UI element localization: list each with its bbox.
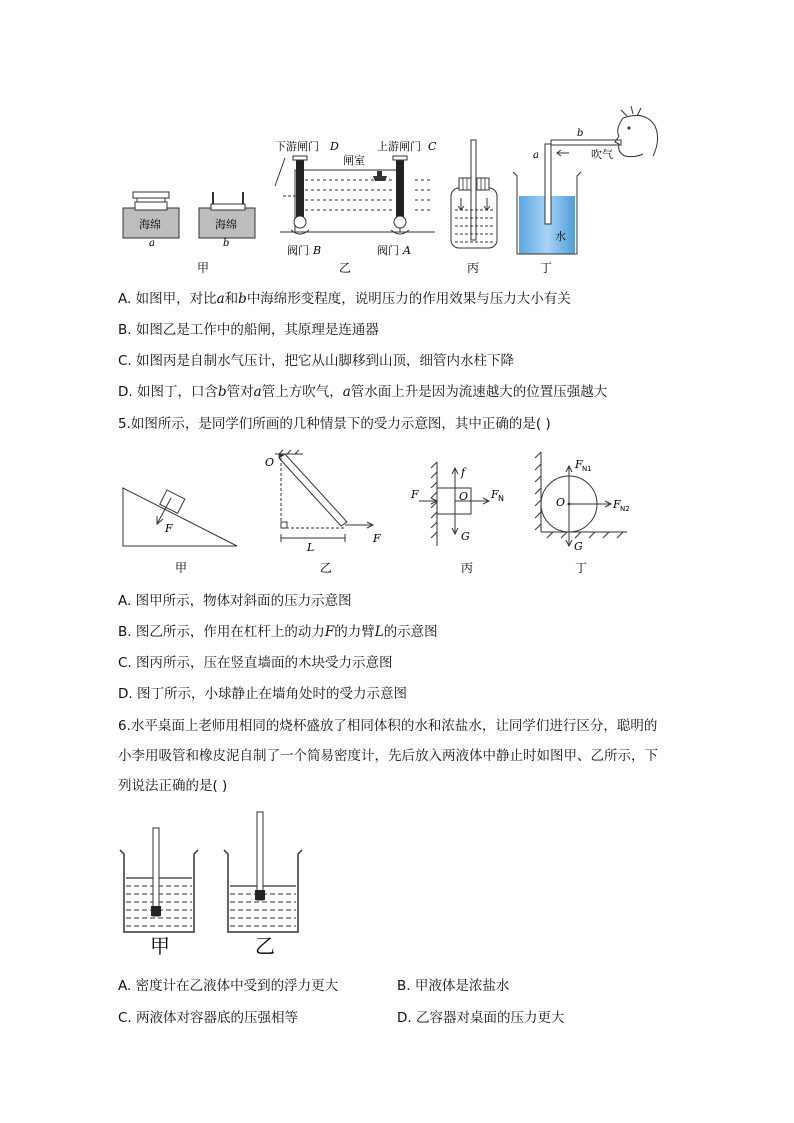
svg-text:F: F [373, 532, 381, 545]
incline-diagram [123, 488, 237, 546]
svg-text:f: f [461, 466, 466, 479]
svg-text:下游闸门: 下游闸门 [275, 140, 319, 153]
svg-text:F: F [491, 488, 499, 501]
q6-option-a: A. 密度计在乙液体中受到的浮力更大 [118, 978, 339, 994]
svg-text:闸室: 闸室 [343, 154, 365, 167]
figure-q4-svg [115, 100, 675, 280]
figure-q4 [115, 100, 675, 280]
q6-caption-yi: 乙 [255, 934, 275, 958]
wall-block-diagram [410, 462, 504, 546]
q6-caption-jia: 甲 [150, 934, 170, 958]
fig4-caption-bing: 丙 [467, 261, 480, 275]
svg-text:O: O [556, 496, 566, 509]
svg-text:F: F [575, 458, 583, 471]
fig4-caption-yi: 乙 [339, 261, 352, 275]
svg-text:B: B [313, 244, 322, 257]
svg-text:F: F [165, 522, 173, 535]
q5-caption-ding: 丁 [575, 561, 588, 575]
svg-text:b: b [577, 128, 584, 139]
svg-text:G: G [461, 530, 470, 543]
svg-text:G: G [574, 540, 583, 553]
figure-q5 [115, 448, 655, 578]
q6-stem-line-2: 小李用吸管和橡皮泥自制了一个简易密度计，先后放入两液体中静止时如图甲、乙所示，下 [118, 748, 658, 764]
svg-text:N1: N1 [582, 465, 592, 473]
svg-text:N: N [498, 494, 504, 503]
q5-caption-bing: 丙 [461, 561, 474, 575]
lever-diagram [265, 450, 381, 554]
q6-option-b: B. 甲液体是浓盐水 [397, 978, 510, 994]
fig4-label-b: b [223, 238, 230, 249]
sponge-a-label: 海绵 [139, 218, 161, 231]
q5-option-b: B. 图乙所示，作用在杠杆上的动力F的力臂L的示意图 [118, 624, 438, 640]
q4-option-a: A. 如图甲，对比a和b中海绵形变程度，说明压力的作用效果与压力大小有关 [118, 291, 571, 307]
svg-text:A: A [403, 244, 411, 257]
beaker-blow-tube [513, 106, 658, 254]
svg-text:阀门: 阀门 [287, 244, 309, 257]
q5-option-a: A. 图甲所示，物体对斜面的压力示意图 [118, 593, 352, 609]
svg-text:L: L [307, 541, 315, 554]
svg-text:O: O [265, 456, 275, 469]
svg-text:D: D [330, 140, 339, 153]
svg-text:F: F [613, 498, 621, 511]
water-barometer [451, 140, 497, 248]
q6-option-c: C. 两液体对容器底的压强相等 [118, 1010, 299, 1026]
q4-option-c: C. 如图丙是自制水气压计，把它从山脚移到山顶，细管内水柱下降 [118, 353, 515, 369]
svg-text:C: C [428, 140, 437, 153]
fig4-caption-jia: 甲 [197, 261, 210, 275]
q5-option-d: D. 图丁所示，小球静止在墙角处时的受力示意图 [118, 686, 407, 702]
svg-text:水: 水 [555, 230, 566, 243]
q5-option-c: C. 图丙所示，压在竖直墙面的木块受力示意图 [118, 655, 393, 671]
beaker-yi [224, 812, 302, 932]
q6-stem-line-1: 6.水平桌面上老师用相同的烧杯盛放了相同体积的水和浓盐水，让同学们进行区分，聪明的 [118, 718, 658, 734]
svg-text:a: a [533, 150, 539, 161]
svg-text:阀门: 阀门 [377, 244, 399, 257]
figure-q6-svg [118, 808, 318, 963]
sponge-b [199, 192, 255, 238]
q4-option-d: D. 如图丁，口含b管对a管上方吹气，a管水面上升是因为流速越大的位置压强越大 [118, 384, 608, 400]
sponge-a [123, 192, 179, 238]
q6-stem-line-3: 列说法正确的是( ) [118, 778, 228, 794]
sponge-b-label: 海绵 [215, 218, 237, 231]
figure-q6 [118, 808, 318, 963]
q6-option-d: D. 乙容器对桌面的压力更大 [397, 1010, 565, 1026]
q5-stem: 5.如图所示，是同学们所画的几种情景下的受力示意图，其中正确的是( ) [118, 416, 551, 432]
q5-caption-jia: 甲 [175, 561, 188, 575]
svg-text:F: F [411, 488, 419, 501]
beaker-jia [120, 828, 198, 932]
svg-text:N2: N2 [620, 505, 630, 513]
svg-text:O: O [459, 490, 469, 503]
svg-text:上游闸门: 上游闸门 [377, 140, 421, 153]
svg-text:吹气: 吹气 [591, 148, 613, 161]
corner-ball-diagram [535, 452, 630, 553]
fig4-label-a: a [149, 238, 155, 249]
ship-lock [275, 139, 437, 257]
q4-option-b: B. 如图乙是工作中的船闸，其原理是连通器 [118, 322, 379, 338]
fig4-caption-ding: 丁 [540, 261, 553, 275]
figure-q5-svg [115, 448, 655, 578]
q5-caption-yi: 乙 [320, 561, 333, 575]
